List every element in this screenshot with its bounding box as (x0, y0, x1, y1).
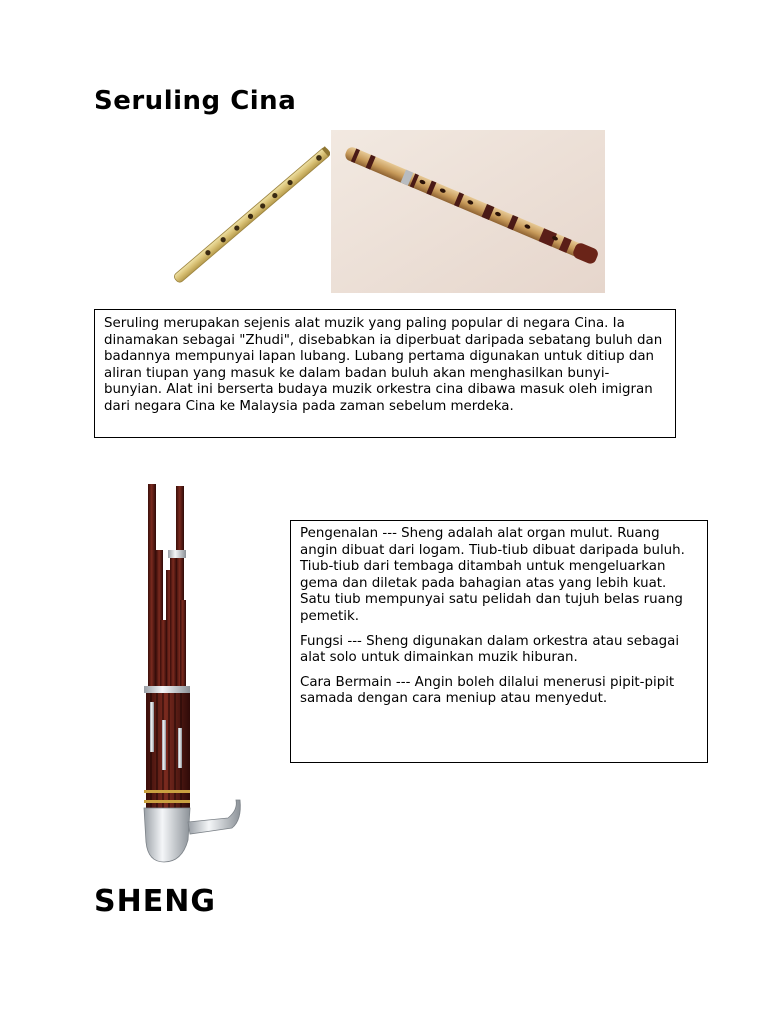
bamboo-flute-image (165, 132, 330, 287)
sheng-photo (120, 470, 255, 870)
seruling-title: Seruling Cina (94, 86, 297, 116)
sheng-title: SHENG (94, 884, 216, 919)
sheng-pengenalan: Pengenalan --- Sheng adalah alat organ mulut. Ruang angin dibuat dari logam. Tiub-tiub dibuat daripada buluh. Tiub-tiub dari tembaga ditambah untuk mengeluarkan gema dan diletak pada bahagian atas yang lebih kuat. Satu tiub mempunyai satu pelidah dan tujuh belas ruang pemetik. (300, 526, 685, 624)
sheng-description-box (290, 520, 708, 763)
seruling-description-box (94, 309, 676, 438)
sheng-fungsi: Fungsi --- Sheng digunakan dalam orkestra atau sebagai alat solo untuk dimainkan muzik hiburan. (300, 633, 680, 666)
dizi-flute-photo (331, 130, 605, 293)
seruling-description: Seruling merupakan sejenis alat muzik yang paling popular di negara Cina. Ia dinamakan sebagai "Zhudi", disebabkan ia diperbuat daripada sebatang buluh dan badannya mempunyai lapan lubang. Lubang pertama digunakan untuk ditiup dan aliran tiupan yang masuk ke dalam badan buluh akan menghasilkan bunyi-bunyian. Alat ini berserta budaya muzik orkestra cina dibawa masuk oleh imigran dari negara Cina ke Malaysia pada zaman sebelum merdeka. (104, 316, 663, 414)
sheng-cara-bermain: Cara Bermain --- Angin boleh dilalui menerusi pipit-pipit samada dengan cara meniup atau menyedut. (300, 674, 675, 707)
